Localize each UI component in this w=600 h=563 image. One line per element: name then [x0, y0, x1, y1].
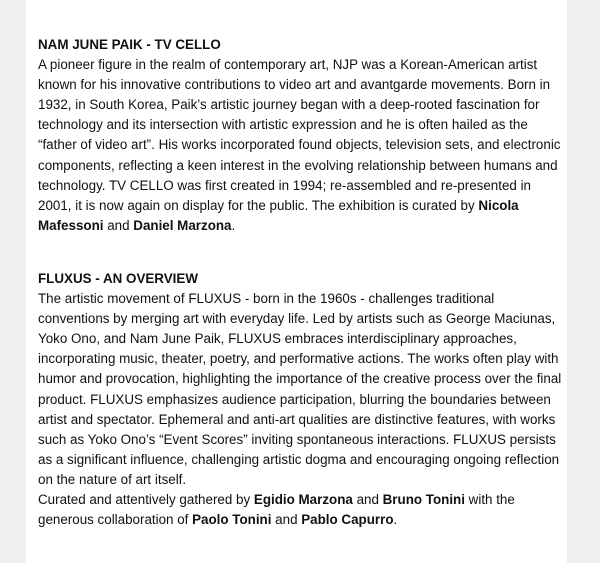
- credits-text: with the generous collaboration of: [38, 491, 515, 528]
- punctuation: .: [393, 512, 398, 528]
- connector-text: and: [103, 217, 134, 233]
- collaborator-name: Pablo Capurro: [301, 512, 394, 528]
- credits-text: Curated and attentively gathered by: [38, 491, 254, 507]
- document-page: [26, 0, 567, 563]
- curator-name: Nicola Mafessoni: [38, 197, 519, 233]
- document-content: [38, 35, 563, 530]
- section-fluxus: [38, 269, 563, 530]
- connector-text: and: [271, 512, 302, 528]
- section-title: NAM JUNE PAIK - TV CELLO: [38, 37, 221, 52]
- curator-name: Daniel Marzona: [133, 217, 232, 233]
- collaborator-name: Paolo Tonini: [192, 512, 272, 528]
- section-title: FLUXUS - AN OVERVIEW: [38, 270, 198, 286]
- credits-paragraph: [38, 490, 563, 530]
- connector-text: and: [352, 491, 383, 507]
- section-paragraph: [38, 55, 563, 236]
- curator-name: Egidio Marzona: [253, 491, 353, 507]
- section-tv-cello: [38, 35, 563, 236]
- section-paragraph: The artistic movement of FLUXUS - born in the 1960s - challenges traditional conventions by merging art with everyday life. Led by artists such as George Maciunas, Yoko Ono, and Nam June Paik, FLUXUS embraces interdisciplinary approaches, incorporating music, theater, poetry, and performative actions. The works often play with humor and provocation, highlighting the importance of the creative process over the final product. FLUXUS emphasizes audience participation, blurring the boundaries between artist and spectator. Ephemeral and anti-art qualities are distinctive features, with works such as Yoko Ono’s “Event Scores” inviting spontaneous interactions. FLUXUS persists as a significant influence, challenging artistic dogma and encouraging ongoing reflection on the nature of art itself.: [38, 291, 562, 487]
- paragraph-text: A pioneer figure in the realm of contemporary art, NJP was a Korean-American artist known for his innovative contributions to video art and avantgarde movements. Born in 1932, in South Korea, Paik’s artistic journey began with a deep-rooted fascination for technology and its intersection with artistic expression and he is often hailed as the “father of video art”. His works incorporated found objects, television sets, and electronic components, reflecting a keen interest in the evolving relationship between humans and technology. TV CELLO was first created in 1994; re-assembled and re-presented in 2001, it is now again on display for the public. The exhibition is curated by: [38, 57, 561, 213]
- punctuation: .: [231, 217, 236, 233]
- curator-name: Bruno Tonini: [382, 491, 465, 507]
